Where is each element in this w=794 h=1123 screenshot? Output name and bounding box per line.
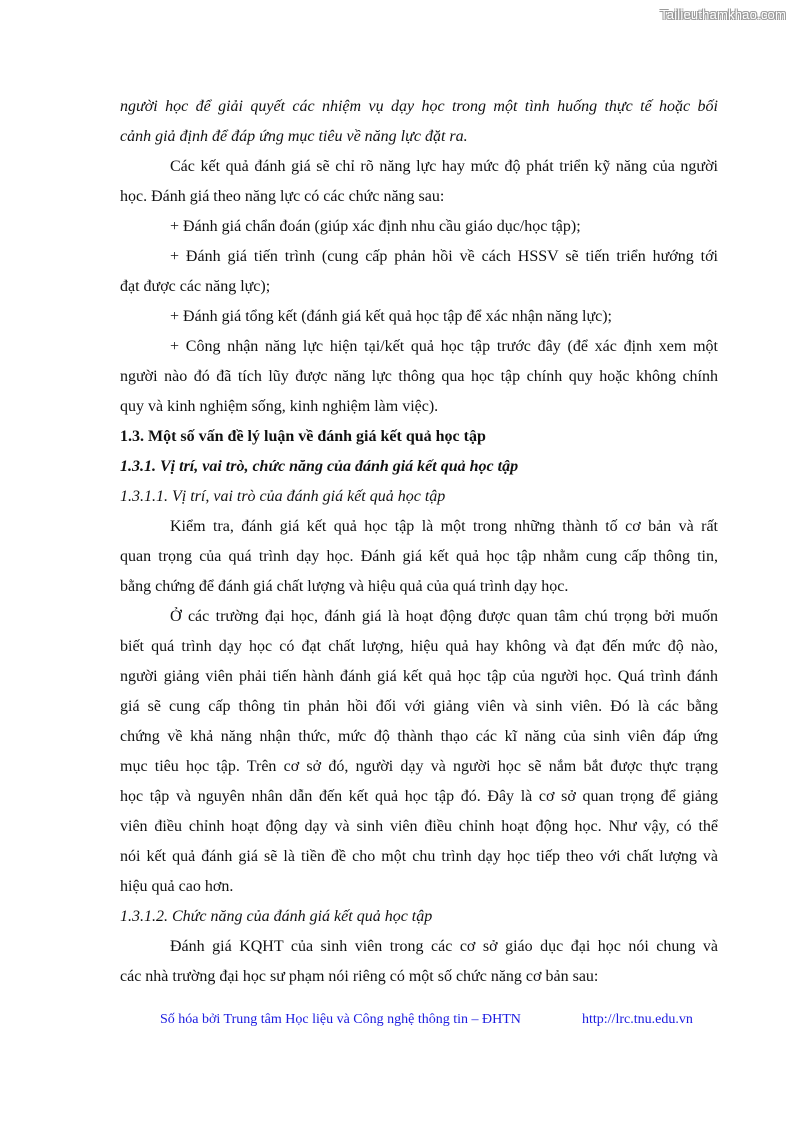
list-item: + Đánh giá tổng kết (đánh giá kết quả học tập để xác nhận năng lực); [170,308,612,325]
paragraph-line: giá sẽ cung cấp thông tin phản hồi đối với giảng viên và sinh viên. Đó là các bằng [120,698,718,715]
paragraph-line: viên điều chỉnh hoạt động dạy và sinh viên điều chỉnh hoạt động học. Như vậy, có thể [120,818,718,835]
paragraph-line: Các kết quả đánh giá sẽ chỉ rõ năng lực hay mức độ phát triển kỹ năng của người [170,158,718,175]
footer-link[interactable]: http://lrc.tnu.edu.vn [582,1012,693,1027]
paragraph-line: cảnh giả định để đáp ứng mục tiêu về năng lực đặt ra. [120,128,468,145]
paragraph-line: mục tiêu học tập. Trên cơ sở đó, người dạy và người học sẽ nắm bắt được thực trạng [120,758,718,775]
paragraph-line: biết quá trình dạy học có đạt chất lượng, hiệu quả hay không và đạt đến mức độ nào, [120,638,718,655]
footer-credit: Số hóa bởi Trung tâm Học liệu và Công nghệ thông tin – ĐHTN [160,1012,521,1027]
paragraph-line: người học để giải quyết các nhiệm vụ dạy học trong một tình huống thực tế hoặc bối [120,98,718,115]
paragraph-line: Đánh giá KQHT của sinh viên trong các cơ sở giáo dục đại học nói chung và [170,938,718,955]
paragraph-line: người nào đó đã tích lũy được năng lực thông qua học tập chính quy hoặc không chính [120,368,718,385]
list-item: + Đánh giá chẩn đoán (giúp xác định nhu cầu giáo dục/học tập); [170,218,581,235]
paragraph-line: người giảng viên phải tiến hành đánh giá kết quả học tập của người học. Quá trình đánh [120,668,718,685]
paragraph-line: quy và kinh nghiệm sống, kinh nghiệm làm việc). [120,398,439,415]
paragraph-line: hiệu quả cao hơn. [120,878,234,895]
list-item: + Đánh giá tiến trình (cung cấp phản hồi về cách HSSV sẽ tiến triển hướng tới [170,248,718,265]
document-body [120,92,718,992]
paragraph-line: bằng chứng để đánh giá chất lượng và hiệu quả của quá trình dạy học. [120,578,569,595]
paragraph-line: học tập và nguyên nhân dẫn đến kết quả học tập đó. Đây là cơ sở quan trọng để giảng [120,788,718,805]
paragraph-line: các nhà trường đại học sư phạm nói riêng có một số chức năng cơ bản sau: [120,968,599,985]
subsubsection-heading: 1.3.1.2. Chức năng của đánh giá kết quả học tập [120,908,433,925]
paragraph-line: quan trọng của quá trình dạy học. Đánh giá kết quả học tập nhằm cung cấp thông tin, [120,548,718,565]
subsubsection-heading: 1.3.1.1. Vị trí, vai trò của đánh giá kết quả học tập [120,488,446,505]
list-item: + Công nhận năng lực hiện tại/kết quả học tập trước đây (để xác định xem một [170,338,718,355]
paragraph-line: học. Đánh giá theo năng lực có các chức năng sau: [120,188,445,205]
paragraph-line: Ở các trường đại học, đánh giá là hoạt động được quan tâm chú trọng bởi muốn [170,608,718,625]
paragraph-line: chứng về khả năng nhận thức, mức độ thành thạo các kĩ năng của sinh viên đáp ứng [120,728,718,745]
page-footer [160,1012,700,1028]
section-heading: 1.3. Một số vấn đề lý luận về đánh giá kết quả học tập [120,428,486,445]
paragraph-line: nói kết quả đánh giá sẽ là tiền đề cho một chu trình dạy học tiếp theo với chất lượng và [120,848,718,865]
watermark-text: Tailieuthamkhao.com [660,7,786,22]
paragraph-line: Kiểm tra, đánh giá kết quả học tập là một trong những thành tố cơ bản và rất [170,518,718,535]
paragraph-line: đạt được các năng lực); [120,278,271,295]
subsection-heading: 1.3.1. Vị trí, vai trò, chức năng của đánh giá kết quả học tập [120,458,519,475]
